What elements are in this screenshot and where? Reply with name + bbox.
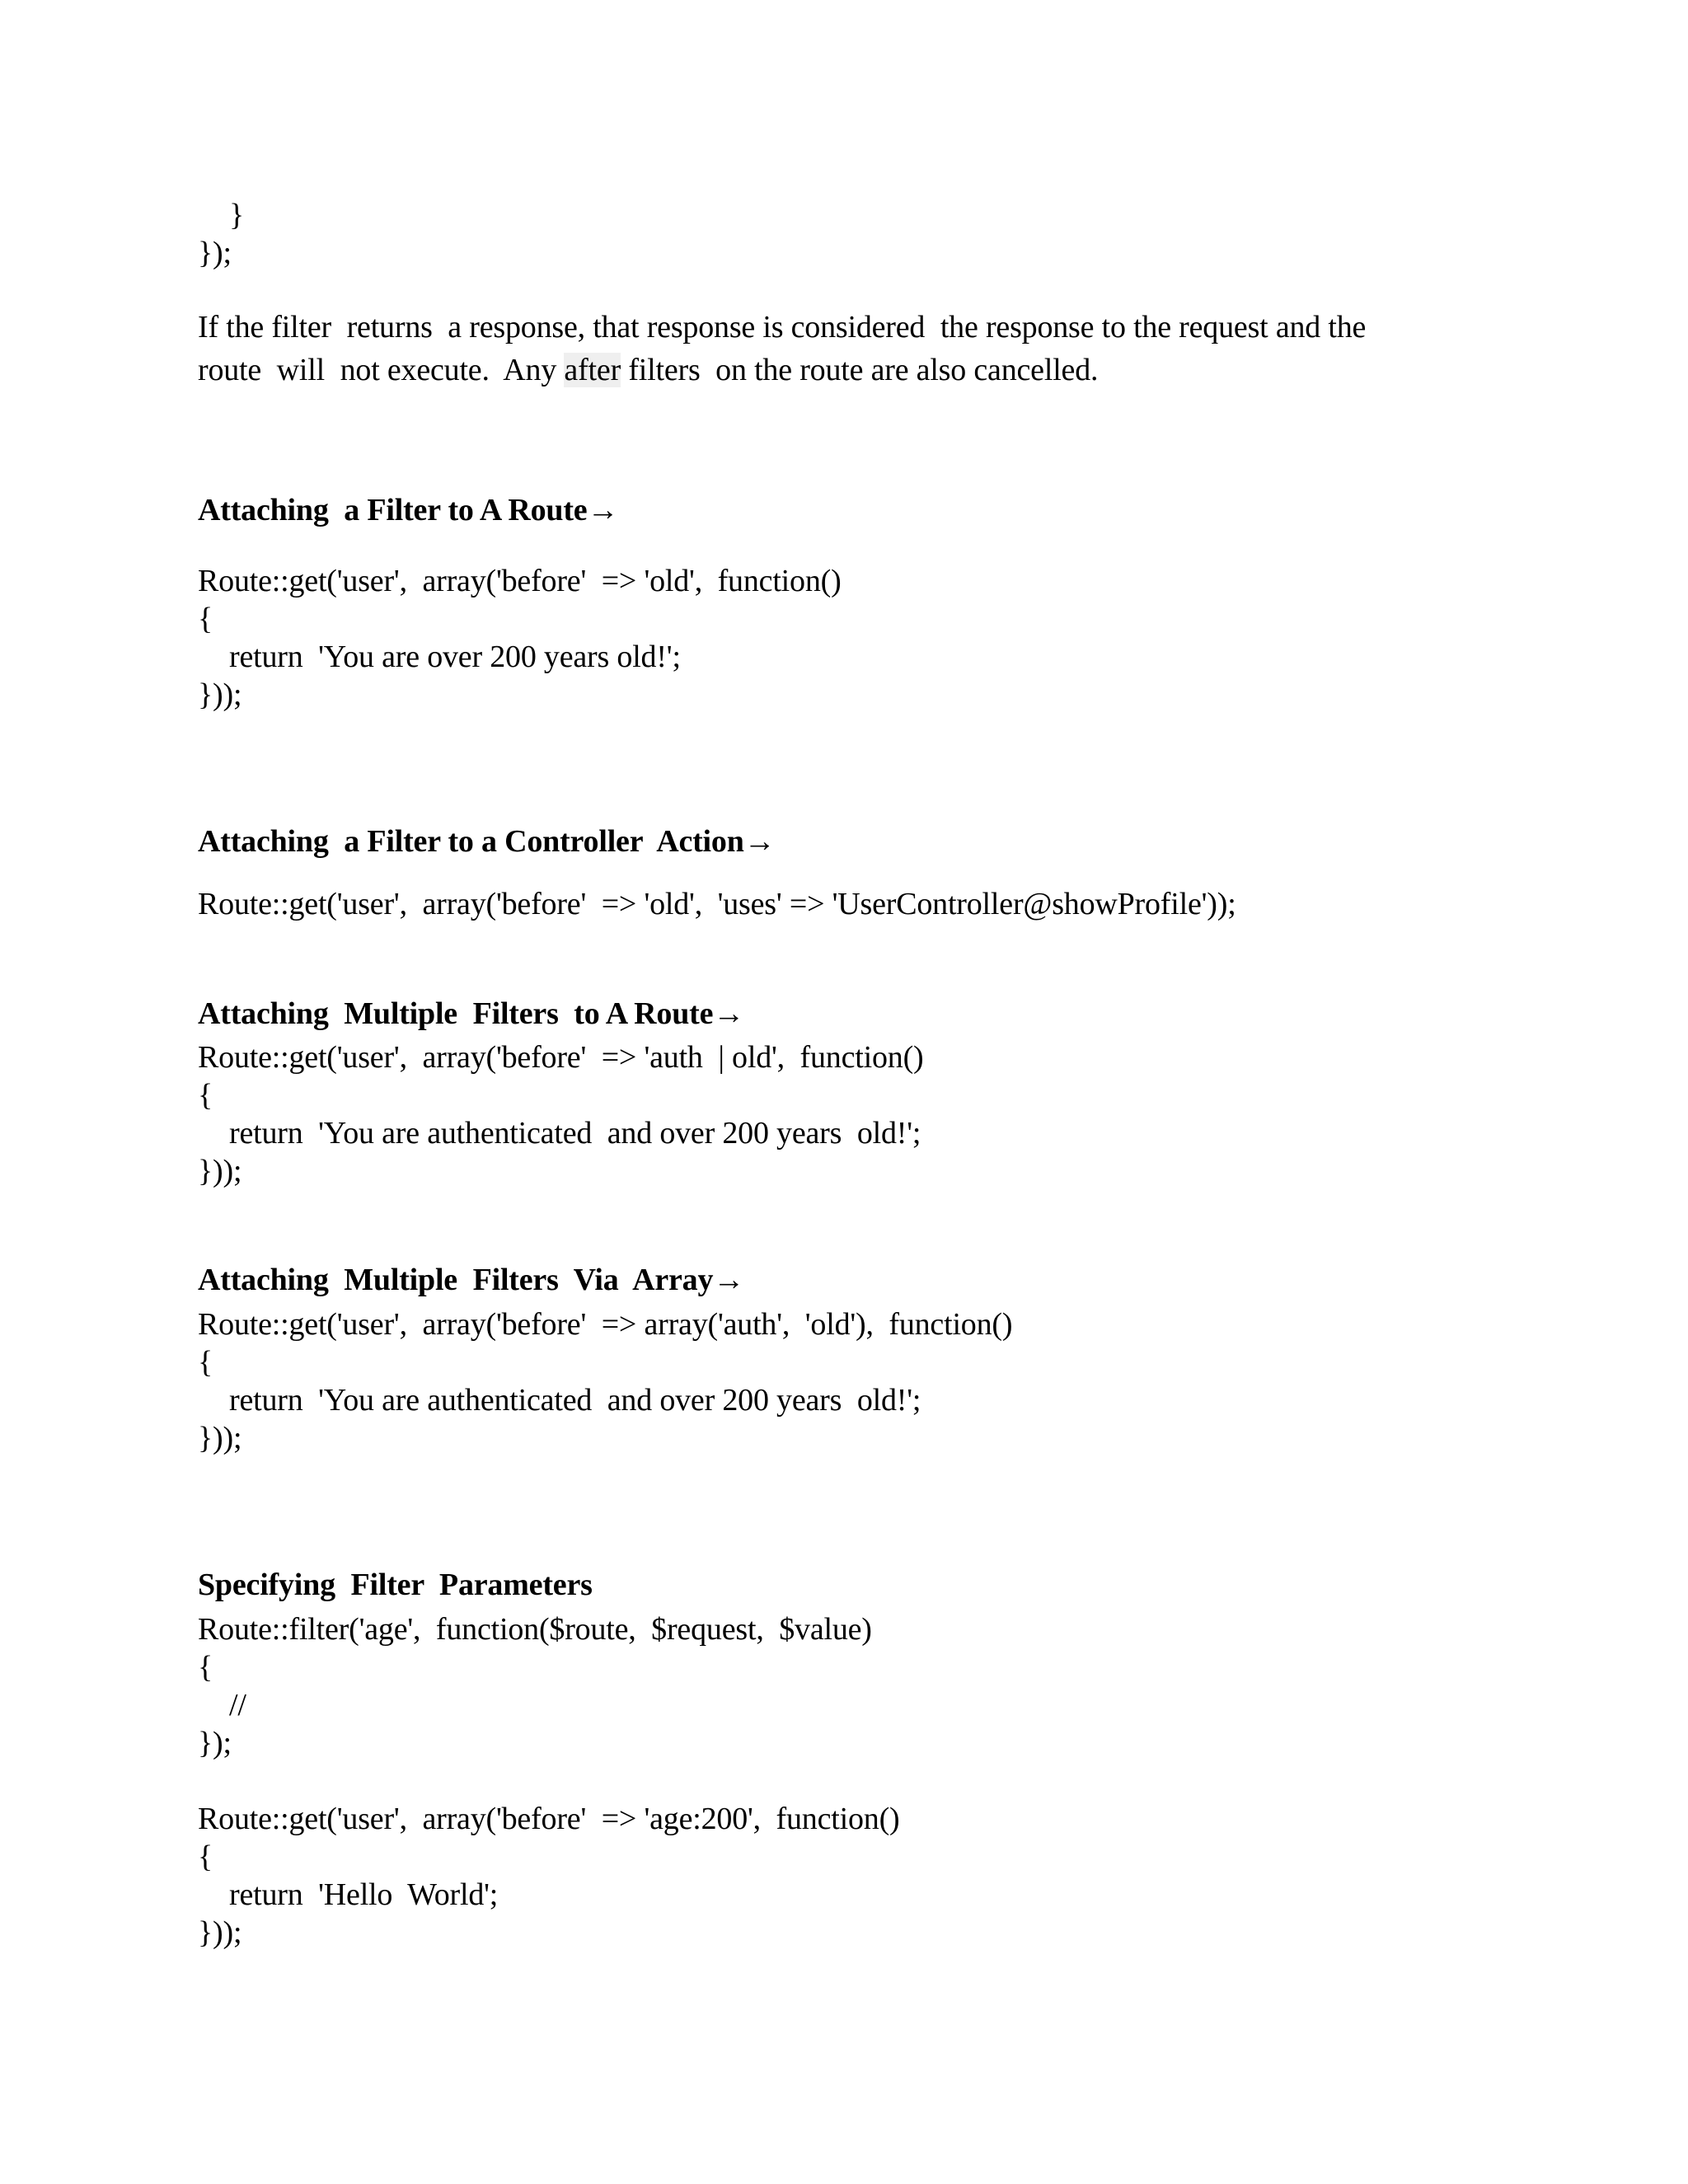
code-line: {: [198, 1840, 213, 1874]
code-line: return 'Hello World';: [229, 1877, 499, 1912]
code-line: Route::filter('age', function($route, $request, $value): [198, 1612, 872, 1647]
section-heading: Attaching Multiple Filters to A Route→: [198, 996, 745, 1031]
code-line: Route::get('user', array('before' => 'old', function(): [198, 564, 842, 598]
code-line: return 'You are authenticated and over 200 years old!';: [229, 1383, 921, 1418]
code-line: });: [198, 1726, 232, 1760]
code-line: //: [229, 1688, 246, 1722]
code-line: Route::get('user', array('before' => array('auth', 'old'), function(): [198, 1307, 1013, 1342]
section-heading: Attaching a Filter to a Controller Action→: [198, 824, 776, 859]
code-line: }));: [198, 1421, 242, 1455]
code-line: {: [198, 1650, 213, 1685]
code-line: Route::get('user', array('before' => 'auth | old', function(): [198, 1040, 924, 1075]
code-line: return 'You are authenticated and over 200 years old!';: [229, 1116, 921, 1151]
code-line: {: [198, 602, 213, 636]
code-line: }));: [198, 1154, 242, 1188]
section-heading: Attaching a Filter to A Route→: [198, 493, 619, 527]
paragraph-text: filters on the route are also cancelled.: [621, 353, 1099, 387]
code-line: }));: [198, 677, 242, 712]
section-heading: Attaching Multiple Filters Via Array→: [198, 1263, 745, 1297]
code-line: Route::get('user', array('before' => 'age:200', function(): [198, 1802, 900, 1836]
highlighted-word: after: [564, 353, 621, 387]
code-line: }: [229, 198, 245, 232]
code-line: });: [198, 236, 232, 270]
section-heading: Specifying Filter Parameters: [198, 1568, 593, 1602]
code-line: Route::get('user', array('before' => 'old', 'uses' => 'UserController@showProfile'));: [198, 887, 1236, 921]
paragraph-line: [198, 349, 1098, 391]
code-line: return 'You are over 200 years old!';: [229, 640, 681, 674]
code-line: {: [198, 1345, 213, 1380]
paragraph-text: route will not execute. Any: [198, 353, 565, 387]
paragraph-line: If the filter returns a response, that response is considered the response to the request and the: [198, 310, 1367, 344]
code-line: }));: [198, 1915, 242, 1950]
code-line: {: [198, 1078, 213, 1113]
